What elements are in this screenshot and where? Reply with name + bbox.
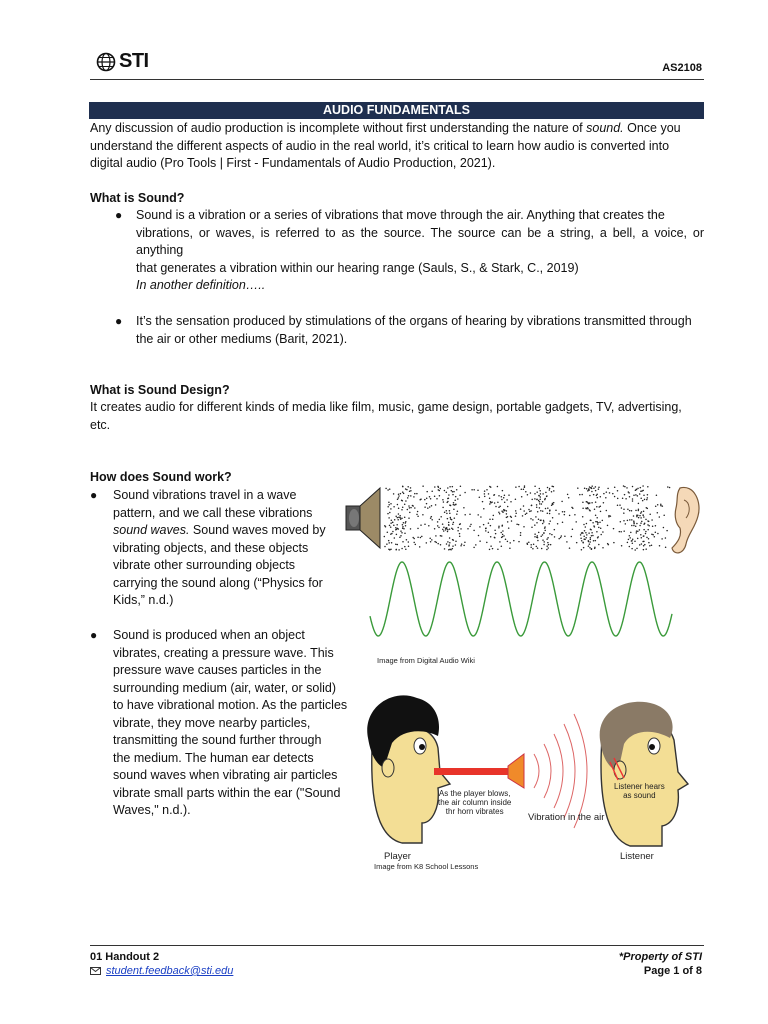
bullet-dot: ● (90, 628, 98, 642)
figure2-caption: Image from K8 School Lessons (374, 862, 479, 871)
air-particles (384, 485, 671, 551)
bullet-dot: ● (90, 488, 98, 502)
listener-label: Listener (620, 851, 654, 862)
email-link[interactable]: student.feedback@sti.edu (106, 965, 234, 977)
heading-how-sound-works: How does Sound work? (90, 470, 232, 484)
footer-email (90, 965, 233, 977)
footer-divider (90, 945, 704, 946)
player-label: Player (384, 851, 411, 862)
listener-head-icon (600, 702, 688, 846)
handout-label: 01 Handout 2 (90, 951, 160, 963)
sound-waves-paragraph: Sound vibrations travel in a wave pattern, and we call these vibrations sound waves. Sound waves moved by vibrating objects, and these objects vibrate other surrounding objects carrying the sound along (“Physics for Kids,” n.d.) (113, 488, 326, 607)
sti-logo-icon (96, 52, 116, 72)
pressure-wave-paragraph: Sound is produced when an object vibrates, creating a pressure wave. This pressure wave causes particles in the surrounding medium (air, water, or solid) to have vibrational motion. As the particles vibrate, they move nearby particles, transmitting the sound further through the medium. The human ear detects sound waves when vibrating air particles vibrate small parts within the ear ("Sound Waves," n.d.). (113, 628, 348, 817)
heading-sound-design: What is Sound Design? (90, 383, 230, 397)
header-divider (90, 79, 704, 80)
logo-text: STI (119, 50, 149, 72)
speaker-icon (346, 488, 380, 548)
horn-label: As the player blows, the air column inside thr horn vibrates (438, 789, 512, 816)
player-listener-figure (362, 688, 704, 863)
heading-what-is-sound: What is Sound? (90, 191, 185, 205)
sound-definition-2: It’s the sensation produced by stimulations of the organs of hearing by vibrations transmitted through the air or other mediums (Barit, 2021). (136, 314, 692, 346)
page-number: Page 1 of 8 (643, 965, 702, 977)
envelope-icon (90, 967, 101, 975)
sti-logo (96, 50, 149, 73)
section-banner: AUDIO FUNDAMENTALS (89, 102, 704, 119)
vibration-arcs (534, 714, 587, 828)
vibration-label: Vibration in the air (528, 812, 605, 823)
bullet-dot: ● (115, 208, 123, 222)
sound-design-paragraph: It creates audio for different kinds of media like film, music, game design, portable gadgets, TV, advertising, etc. (90, 400, 682, 432)
intro-paragraph: Any discussion of audio production is incomplete without first understanding the nature of sound. Once you understand the different aspects of audio in the real world, it’s critical to learn how audio is converted into digital audio (Pro Tools | First - Fundamentals of Audio Production, 2021). (90, 121, 681, 170)
sound-definition-1: Sound is a vibration or a series of vibrations that move through the air. Anything that creates the vibrations, or waves, is referred to as the source. The source can be a string, a bell, a voice, or anything that generates a vibration within our hearing range (Sauls, S., & Stark, C., 2019) (136, 208, 704, 275)
sine-wave (370, 562, 672, 636)
property-label: *Property of STI (618, 951, 702, 963)
sound-wave-figure (342, 482, 704, 657)
figure1-caption: Image from Digital Audio Wiki (377, 656, 475, 665)
listener-hears-label: Listener hears as sound (614, 782, 665, 800)
course-code: AS2108 (662, 62, 702, 74)
another-definition: In another definition….. (136, 278, 266, 292)
ear-icon (672, 487, 699, 553)
bullet-dot: ● (115, 314, 123, 328)
